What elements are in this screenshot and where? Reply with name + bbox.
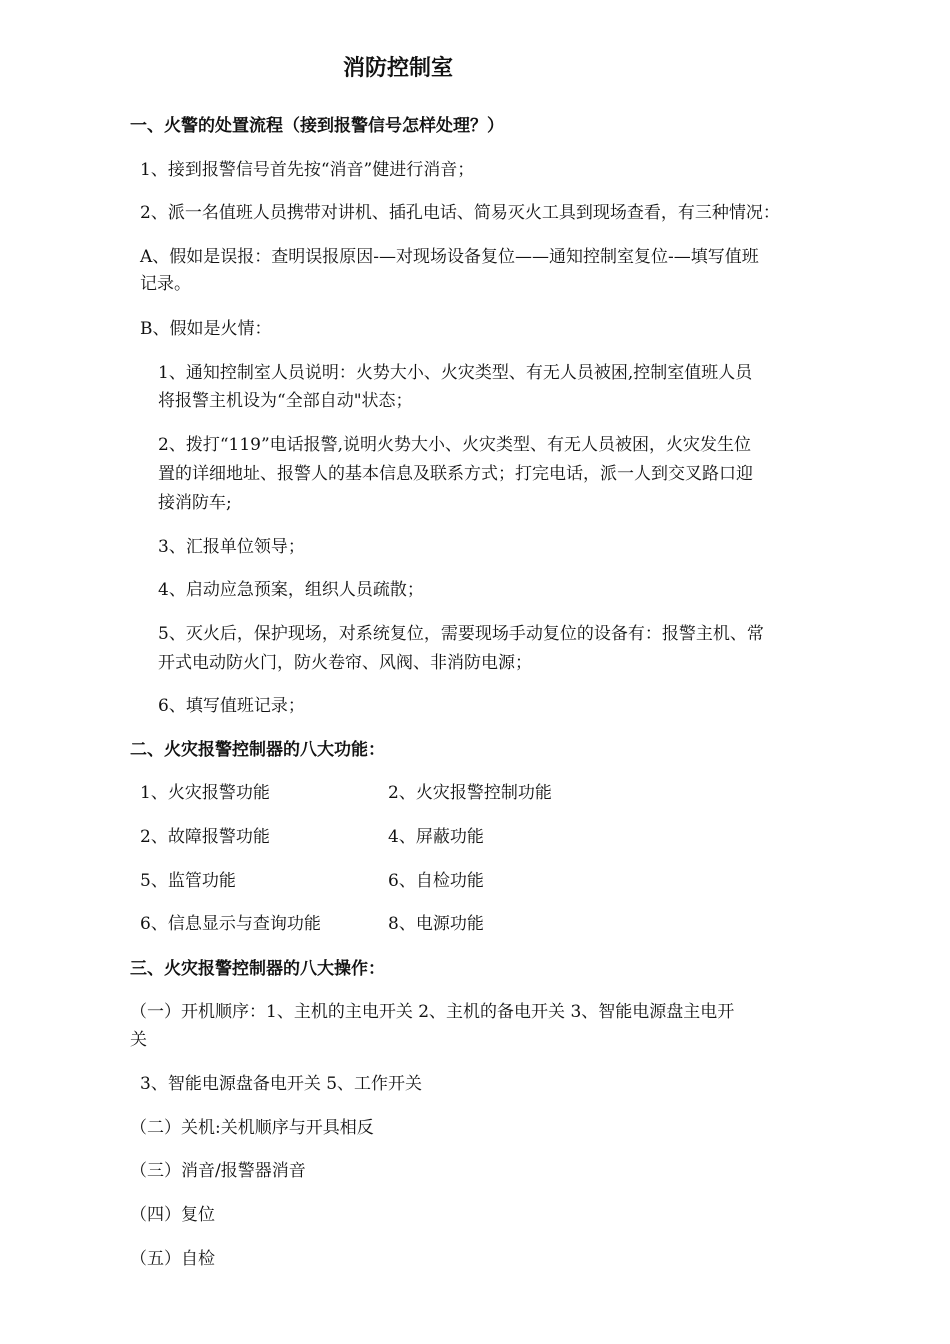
paragraph: （二）关机:关机顺序与开具相反 — [130, 1118, 374, 1138]
section-heading-1: 一、火警的处置流程（接到报警信号怎样处理？） — [130, 116, 504, 136]
paragraph: 6、填写值班记录； — [158, 696, 305, 716]
paragraph: 将报警主机设为“全部自动"状态； — [158, 391, 413, 411]
paragraph: 记录。 — [140, 274, 191, 294]
paragraph: （一）开机顺序：1、主机的主电开关 2、主机的备电开关 3、智能电源盘主电开 — [130, 1002, 735, 1022]
function-item: 6、信息显示与查询功能 — [140, 914, 321, 934]
paragraph: 1、接到报警信号首先按“消音”健进行消音； — [140, 160, 475, 180]
paragraph: 3、智能电源盘备电开关 5、工作开关 — [140, 1074, 423, 1094]
paragraph: 5、灭火后，保护现场，对系统复位，需要现场手动复位的设备有：报警主机、常 — [158, 624, 764, 644]
function-item: 2、火灾报警控制功能 — [388, 783, 552, 803]
paragraph: 接消防车; — [158, 493, 232, 513]
function-item: 6、自检功能 — [388, 871, 484, 891]
section-heading-3: 三、火灾报警控制器的八大操作： — [130, 959, 385, 979]
paragraph: 关 — [130, 1030, 147, 1050]
paragraph: 3、汇报单位领导； — [158, 537, 305, 557]
paragraph: 开式电动防火门，防火卷帘、风阀、非消防电源； — [158, 653, 532, 673]
function-item: 4、屏蔽功能 — [388, 827, 484, 847]
function-item: 5、监管功能 — [140, 871, 236, 891]
paragraph: （三）消音/报警器消音 — [130, 1161, 306, 1181]
paragraph: 1、通知控制室人员说明：火势大小、火灾类型、有无人员被困,控制室值班人员 — [158, 363, 753, 383]
paragraph: 置的详细地址、报警人的基本信息及联系方式；打完电话，派一人到交叉路口迎 — [158, 464, 753, 484]
paragraph: 2、派一名值班人员携带对讲机、插孔电话、简易灭火工具到现场查看，有三种情况： — [140, 203, 780, 223]
section-heading-2: 二、火灾报警控制器的八大功能： — [130, 740, 385, 760]
page-title: 消防控制室 — [342, 56, 453, 81]
paragraph: A、假如是误报：查明误报原因-—对现场设备复位——通知控制室复位-—填写值班 — [140, 247, 759, 267]
paragraph: 4、启动应急预案，组织人员疏散； — [158, 580, 424, 600]
function-item: 1、火灾报警功能 — [140, 783, 270, 803]
function-item: 8、电源功能 — [388, 914, 484, 934]
paragraph: 2、拨打“119”电话报警,说明火势大小、火灾类型、有无人员被困，火灾发生位 — [158, 435, 752, 455]
paragraph: B、假如是火情： — [140, 319, 272, 339]
function-item: 2、故障报警功能 — [140, 827, 270, 847]
paragraph: （四）复位 — [130, 1205, 215, 1225]
paragraph: （五）自检 — [130, 1249, 215, 1269]
